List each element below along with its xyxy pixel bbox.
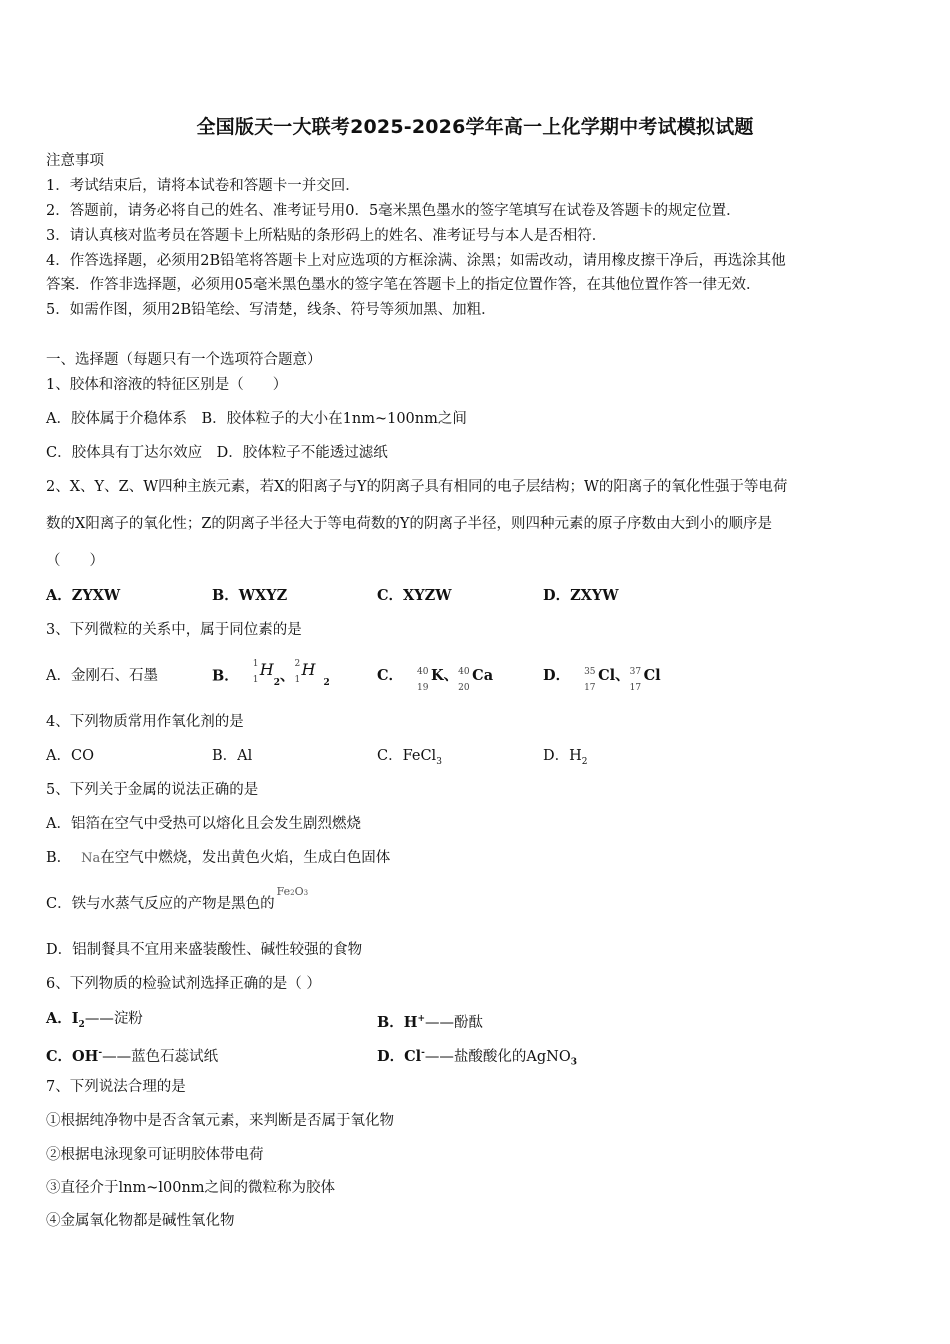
q5-option-a: A．铝箔在空气中受热可以熔化且会发生剧烈燃烧 [46,816,361,832]
notice-item-4-cont: 答案．作答非选择题，必须用05毫米黑色墨水的签字笔在答题卡上的指定位置作答，在其他位置作答一律无效． [46,277,761,293]
notice-heading: 注意事项 [46,153,104,169]
hydrogen-1-isotope: 1 1 H [252,659,274,685]
notice-item-5: 5．如需作图，须用2B铅笔绘、写清楚，线条、符号等须加黑、加粗． [46,302,496,318]
page-title: 全国版天一大联考2025-2026学年高一上化学期中考试模拟试题 [196,116,754,138]
q4-option-d: D．$H_2$ [543,748,588,767]
q2-option-b: B．WXYZ [212,587,288,604]
q2-option-a: A．ZYXW [46,587,121,604]
q3-option-b-label: B． [212,667,239,685]
q4-option-a: A．CO [46,748,94,764]
q5-option-c: C．铁与水蒸气反应的产物是黑色的$^{Fe2O3}$ [46,885,309,912]
notice-item-3: 3．请认真核对监考员在答题卡上所粘贴的条形码上的姓名、准考证号与本人是否相符． [46,228,607,244]
q2-option-d: D．ZXYW [543,587,619,604]
q2-stem-line1: 2、X、Y、Z、W四种主族元素，若X的阳离子与Y的阴离子具有相同的电子层结构；W的阳离子的氧化性强于等电荷 [46,479,788,495]
q1-options-ab: A．胶体属于介稳体系 B．胶体粒子的大小在1nm~100nm之间 [46,411,467,427]
q6-option-c: C．OH-——蓝色石蕊试纸 [46,1047,219,1065]
q2-option-c: C．XYZW [377,587,452,604]
q3-option-d-label: D． [543,667,571,684]
q7-stem: 7、下列说法合理的是 [46,1079,186,1095]
q3-option-d: D． 35 17 Cl、 37 17 Cl [543,667,661,693]
q1-options-cd: C．胶体具有丁达尔效应 D．胶体粒子不能透过滤纸 [46,445,388,461]
q6-option-d: D．Cl-——盐酸酸化的AgNO$_3$ [377,1047,577,1068]
q3-stem: 3、下列微粒的关系中，属于同位素的是 [46,622,302,638]
sodium-symbol: Na [81,851,101,866]
q3-option-c: C． 40 19 K、 40 20 Ca [377,667,494,693]
q4-option-c: C．FeCl$_3$ [377,748,442,767]
q2-stem-line2: 数的X阳离子的氧化性；Z的阴离子半径大于等电荷数的Y的阴离子半径，则四种元素的原子序数由大到小的顺序是 [46,516,772,532]
q5-stem: 5、下列关于金属的说法正确的是 [46,782,259,798]
q2-stem-line3: （ ） [46,553,104,569]
q7-statement-4: ④金属氧化物都是碱性氧化物 [46,1213,235,1229]
hydrogen-2-isotope: 2 1 H [294,659,316,685]
q6-stem: 6、下列物质的检验试剂选择正确的是（ ） [46,976,321,992]
q4-stem: 4、下列物质常用作氧化剂的是 [46,714,244,730]
q1-stem: 1、胶体和溶液的特征区别是（ ） [46,377,288,393]
notice-item-4: 4．作答选择题，必须用2B铅笔将答题卡上对应选项的方框涂满、涂黑；如需改动，请用橡皮擦干净后，再选涂其他 [46,253,786,269]
q5-option-b: B． Na在空气中燃烧，发出黄色火焰，生成白色固体 [46,850,391,866]
section-heading: 一、选择题（每题只有一个选项符合题意） [46,352,322,368]
q7-statement-2: ②根据电泳现象可证明胶体带电荷 [46,1147,264,1163]
q5-option-d: D．铝制餐具不宜用来盛装酸性、碱性较强的食物 [46,942,363,958]
q3-option-c-label: C． [377,667,404,684]
q7-statement-1: ①根据纯净物中是否含氧元素，来判断是否属于氧化物 [46,1113,394,1129]
q3-option-a: A．金刚石、石墨 [46,668,158,684]
q4-option-b: B．Al [212,748,253,764]
notice-item-2: 2．答题前，请务必将自己的姓名、准考证号用0．5毫米黑色墨水的签字笔填写在试卷及答题卡的规定位置． [46,203,741,219]
notice-item-1: 1．考试结束后，请将本试卷和答题卡一并交回． [46,178,360,194]
q6-option-a: A．$I_2——$淀粉 [46,1010,143,1030]
q3-option-b: B． 1 1 $H_2$、 2 1 $H_2$ [212,659,330,688]
q6-option-b: B．H+——酚酞 [377,1013,484,1031]
iron-oxide-formula: Fe2O3 [276,885,309,898]
q7-statement-3: ③直径介于lnm~l00nm之间的微粒称为胶体 [46,1180,336,1196]
